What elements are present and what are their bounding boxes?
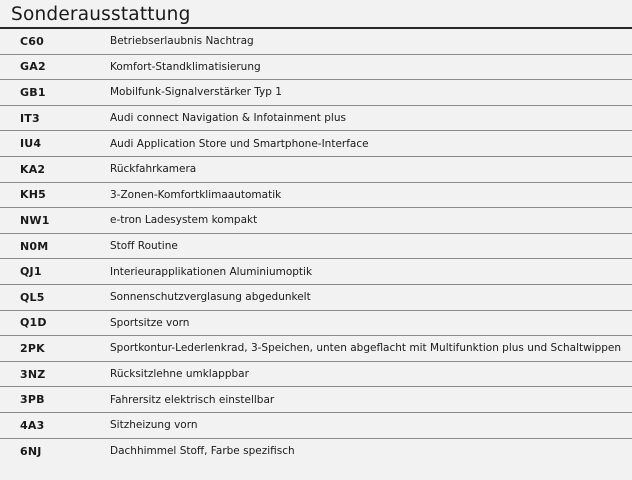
equipment-description: Fahrersitz elektrisch einstellbar bbox=[110, 393, 275, 406]
equipment-description: Rücksitzlehne umklappbar bbox=[110, 368, 249, 381]
equipment-description: Sportsitze vorn bbox=[110, 316, 190, 329]
page-title: Sonderausstattung bbox=[11, 4, 191, 25]
table-row bbox=[0, 183, 632, 209]
equipment-description: Sportkontur-Lederlenkrad, 3-Speichen, unten abgeflacht mit Multifunktion plus und Schaltwippen bbox=[110, 342, 622, 355]
equipment-code: QL5 bbox=[20, 290, 45, 304]
table-row bbox=[0, 55, 632, 81]
table-row bbox=[0, 336, 632, 362]
equipment-code: 3NZ bbox=[20, 367, 46, 381]
equipment-description: Interieurapplikationen Aluminiumoptik bbox=[110, 265, 313, 278]
equipment-description: Betriebserlaubnis Nachtrag bbox=[110, 35, 254, 48]
equipment-description: Stoff Routine bbox=[110, 240, 178, 253]
equipment-description: e-tron Ladesystem kompakt bbox=[110, 214, 258, 227]
table-row bbox=[0, 208, 632, 234]
equipment-code: N0M bbox=[20, 239, 49, 253]
equipment-description: 3-Zonen-Komfortklimaautomatik bbox=[110, 188, 282, 201]
table-row bbox=[0, 413, 632, 439]
equipment-code: QJ1 bbox=[20, 265, 42, 279]
equipment-code: GA2 bbox=[20, 60, 46, 74]
equipment-description: Dachhimmel Stoff, Farbe spezifisch bbox=[110, 445, 295, 458]
equipment-code: 3PB bbox=[20, 393, 45, 407]
table-row bbox=[0, 387, 632, 413]
table-row bbox=[0, 311, 632, 337]
equipment-description: Mobilfunk-Signalverstärker Typ 1 bbox=[110, 86, 282, 99]
equipment-code: 6NJ bbox=[20, 444, 42, 458]
table-row bbox=[0, 259, 632, 285]
table-row bbox=[0, 29, 632, 55]
table-row bbox=[0, 131, 632, 157]
equipment-code: 4A3 bbox=[20, 418, 45, 432]
equipment-description: Komfort-Standklimatisierung bbox=[110, 60, 261, 73]
equipment-table bbox=[0, 29, 632, 464]
equipment-code: Q1D bbox=[20, 316, 47, 330]
equipment-code: IT3 bbox=[20, 111, 40, 125]
equipment-description: Rückfahrkamera bbox=[110, 163, 197, 176]
table-row bbox=[0, 80, 632, 106]
table-row bbox=[0, 234, 632, 260]
table-row bbox=[0, 285, 632, 311]
table-row bbox=[0, 157, 632, 183]
equipment-code: NW1 bbox=[20, 213, 50, 227]
equipment-code: C60 bbox=[20, 34, 44, 48]
equipment-code: KA2 bbox=[20, 162, 46, 176]
equipment-description: Audi Application Store und Smartphone-Interface bbox=[110, 137, 369, 150]
table-row bbox=[0, 362, 632, 388]
equipment-code: GB1 bbox=[20, 85, 46, 99]
table-row bbox=[0, 439, 632, 465]
equipment-description: Audi connect Navigation & Infotainment plus bbox=[110, 112, 346, 125]
equipment-code: 2PK bbox=[20, 341, 45, 355]
equipment-code: IU4 bbox=[20, 137, 42, 151]
equipment-description: Sonnenschutzverglasung abgedunkelt bbox=[110, 291, 311, 304]
table-row bbox=[0, 106, 632, 132]
equipment-code: KH5 bbox=[20, 188, 46, 202]
equipment-description: Sitzheizung vorn bbox=[110, 419, 198, 432]
